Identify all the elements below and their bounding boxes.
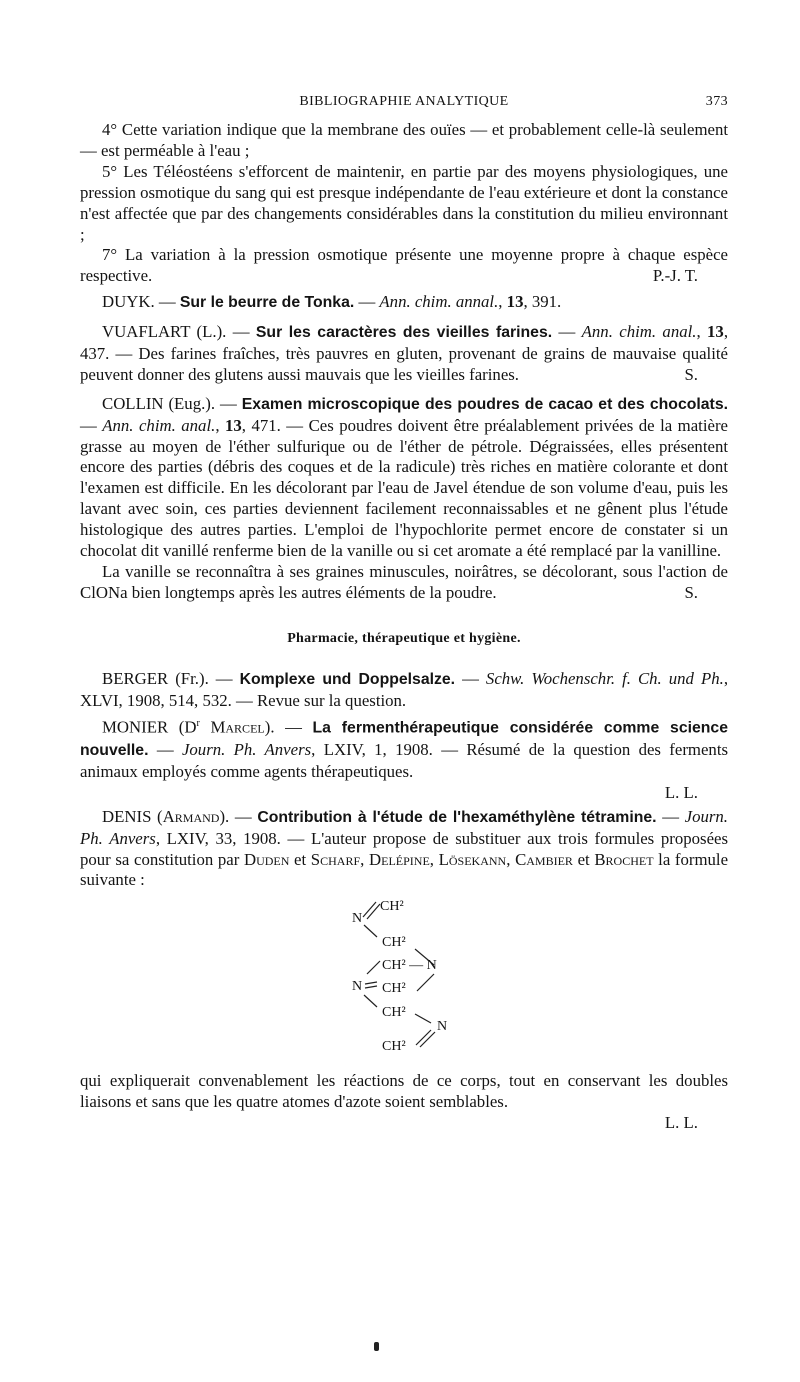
ink-mark	[374, 1342, 379, 1351]
formula-ch2-a: CH²	[380, 899, 404, 915]
duyk-page: , 391.	[523, 292, 562, 312]
berger-author: BERGER (Fr.). —	[102, 668, 240, 688]
running-title: BIBLIOGRAPHIE ANALYTIQUE	[299, 94, 509, 109]
formula-n-2: N	[352, 979, 363, 995]
monier-author-end: ). —	[264, 718, 313, 738]
formula-bonds	[80, 899, 728, 1059]
formula-n-1: N	[352, 911, 363, 927]
bond-ch2d-n3	[417, 974, 434, 991]
bond-n1-ch2a-1	[363, 902, 376, 917]
duyk-volume: 13	[506, 292, 524, 312]
formula-ch2-c: CH² — N	[382, 958, 437, 974]
bond-n1-ch2b	[364, 925, 377, 937]
duyk-author: DUYK. —	[102, 292, 180, 312]
denis-name-cambier: Cambier	[515, 849, 573, 869]
item-4: 4° Cette variation indique que la membrane des ouïes — et probablement celle-là seulement — est perméable à l'eau ;	[80, 120, 728, 160]
monier-title: La fermenthérapeutique considérée comme science nouvelle.	[80, 720, 728, 759]
page	[80, 90, 728, 1134]
denis-and-1: et	[289, 849, 311, 869]
item-7-text: 7° La variation à la pression osmotique présente une moyenne propre à chaque espèce respective.	[80, 245, 728, 286]
monier-journal: Journ. Ph. Anvers	[181, 739, 312, 759]
denis-name-delepine: Delépine	[369, 849, 430, 869]
monier-author: MONIER (D	[102, 718, 197, 738]
denis-name-duden: Duden	[243, 849, 290, 869]
signature-monier	[80, 783, 728, 804]
duyk-dash: —	[354, 292, 380, 312]
denis-author-end: ). —	[219, 806, 258, 826]
signature-denis	[80, 1113, 728, 1134]
denis-rest: , LXIV, 33, 1908. — L'auteur propose de substituer aux trois formules proposées pour sa constitution par	[80, 828, 728, 869]
formula-n-4: N	[437, 1019, 448, 1035]
formula-ch2-d: CH²	[382, 981, 406, 997]
vuaflart-dash: —	[552, 322, 582, 342]
monier-rest: , LXIV, 1, 1908. — Résumé de la question des ferments animaux employés comme agents thérapeutiques.	[80, 739, 729, 781]
collin-volume: 13	[225, 415, 242, 435]
formula-ch2-f: CH²	[382, 1039, 406, 1055]
monier-dash: —	[148, 739, 182, 759]
berger-title: Komplexe und Doppelsalze.	[239, 670, 456, 688]
page-number: 373	[705, 94, 728, 109]
denis-author: DENIS (	[102, 806, 163, 826]
signature-pjt-text: P.-J. T.	[652, 266, 698, 286]
denis-sep-4: ,	[506, 849, 516, 869]
duyk-title: Sur le beurre de Tonka.	[179, 294, 355, 312]
running-header	[80, 90, 728, 120]
berger-rest: , XLVI, 1908, 514, 532. — Revue sur la question.	[80, 668, 729, 710]
formula-ch2-e: CH²	[382, 1005, 406, 1021]
collin-text: — Ces poudres doivent être préalablement privées de la matière grasse au moyen de l'éther sulfurique ou de l'éther de pétrole. Dégraissées, elles présentent encore des parties (débris des coques et de la radicule) très riches en matière colorante et dont l'examen est difficile. En les décolorant par l'eau de Javel étendue de son volume d'eau, puis les lavant avec soin, ces parties deviennent facilement reconnaissables et ne gênent plus l'étude histologique des autres parties. L'emploi de l'hypochlorite permet encore de constater si un chocolat dit vanillé renferme bien de la vanille ou si cet aromate a été remplacé par la vanilline.	[80, 415, 728, 561]
section-title: Pharmacie, thérapeutique et hygiène.	[287, 630, 521, 646]
bond-ch2e-n4	[415, 1014, 431, 1023]
vuaflart-page: , 437.	[80, 322, 729, 363]
denis-name-losekann: Lösekann	[438, 849, 507, 869]
conclusion-text: qui expliquerait convenablement les réactions de ce corps, tout en conservant les doubles liaisons et sans que les quatre atomes d'azote soient semblables.	[80, 1071, 728, 1112]
bond-n1-ch2a-2	[367, 904, 380, 919]
signature-denis-text: L. L.	[664, 1113, 698, 1133]
vuaflart-author: VUAFLART (L.). —	[102, 322, 256, 342]
bond-n2-ch2d-2	[365, 986, 377, 988]
vuaflart-volume: 13	[707, 322, 724, 342]
structural-formula	[80, 899, 728, 1059]
signature-pjt	[80, 266, 728, 287]
berger-dash: —	[455, 668, 486, 688]
duyk-journal: Ann. chim. annal.	[379, 292, 499, 312]
vuaflart-title: Sur les caractères des vieilles farines.	[255, 324, 553, 342]
item-5: 5° Les Téléostéens s'efforcent de maintenir, en partie par des moyens physiologiques, une pression osmotique du sang qui est presque indépendante de l'eau extérieure et dont la constance n'est affectée que par des changements considérables dans la constitution du milieu environnant ;	[80, 161, 728, 244]
denis-title: Contribution à l'étude de l'hexaméthylène tétramine.	[257, 808, 657, 826]
collin-dash: —	[80, 415, 103, 435]
denis-sep-2: ,	[360, 849, 369, 869]
signature-monier-text: L. L.	[664, 782, 698, 802]
collin-title: Examen microscopique des poudres de cacao et des chocolats.	[241, 395, 728, 413]
bond-n2-ch2d-1	[365, 982, 377, 984]
denis-sep-3: ,	[429, 849, 439, 869]
denis-author-name: Armand	[162, 806, 220, 826]
signature-collin-text: S.	[684, 582, 698, 602]
bond-ch2c-n2	[367, 961, 380, 974]
denis-dash: —	[656, 806, 685, 826]
entry-vuaflart: VUAFLART (L.). — Sur les caractères des vieilles farines. — Ann. chim. anal., 13, 437. — Des farines fraîches, très pauvres en gluten, provenant de grains de mauvaise qualité peuvent donner des glutens aussi mauvais que les vieilles farines.	[80, 322, 729, 384]
formula-ch2-b: CH²	[382, 935, 406, 951]
entry-denis	[80, 807, 728, 892]
entry-duyk: DUYK. — Sur le beurre de Tonka. — Ann. chim. annal., 13, 391.	[102, 292, 562, 312]
berger-journal: Schw. Wochenschr. f. Ch. und Ph.	[485, 668, 724, 688]
denis-journal: Journ. Ph. Anvers	[80, 806, 728, 848]
signature-vuaflart-text: S.	[684, 364, 698, 384]
vuaflart-journal: Ann. chim. anal.	[581, 322, 697, 342]
monier-author-sup: r	[196, 718, 200, 730]
entry-berger	[80, 669, 728, 712]
collin-author: COLLIN (Eug.). —	[102, 393, 242, 413]
monier-author-name: Marcel	[199, 718, 265, 738]
collin-page: , 471.	[241, 415, 281, 435]
entry-monier	[80, 714, 728, 782]
collin-text-2: La vanille se reconnaîtra à ses graines minuscules, noirâtres, se décolorant, sous l'action de ClONa bien longtemps après les autres éléments de la poudre.	[80, 561, 728, 602]
denis-name-scharf: Scharf	[310, 849, 361, 869]
denis-name-brochet: Brochet	[594, 849, 654, 869]
bond-n2-ch2e	[364, 995, 377, 1007]
collin-journal: Ann. chim. anal.	[102, 415, 216, 435]
denis-tail: la formule suivante :	[80, 849, 729, 890]
denis-and-5: et	[572, 849, 595, 869]
vuaflart-text: — Des farines fraîches, très pauvres en gluten, provenant de grains de mauvaise qualité peuvent donner des glutens aussi mauvais que les vieilles farines.	[80, 343, 728, 384]
entry-collin: COLLIN (Eug.). — Examen microscopique des poudres de cacao et des chocolats. — Ann. chim. anal., 13, 471. — Ces poudres doivent être préalablement privées de la matière grasse au moyen de l'éther sulfurique ou de l'éther de pétrole. Dégraissées, elles présentent encore des parties (débris des coques et de la radicule) très riches en matière colorante et dont l'examen est difficile. En les décolorant par l'eau de Javel étendue de son volume d'eau, puis les lavant avec soin, ces parties deviennent facilement reconnaissables et ne gênent plus l'étude histologique des autres parties. L'emploi de l'hypochlorite permet encore de constater si un chocolat dit vanillé renferme bien de la vanille ou si cet aromate a été remplacé par la vanilline.	[80, 393, 728, 561]
